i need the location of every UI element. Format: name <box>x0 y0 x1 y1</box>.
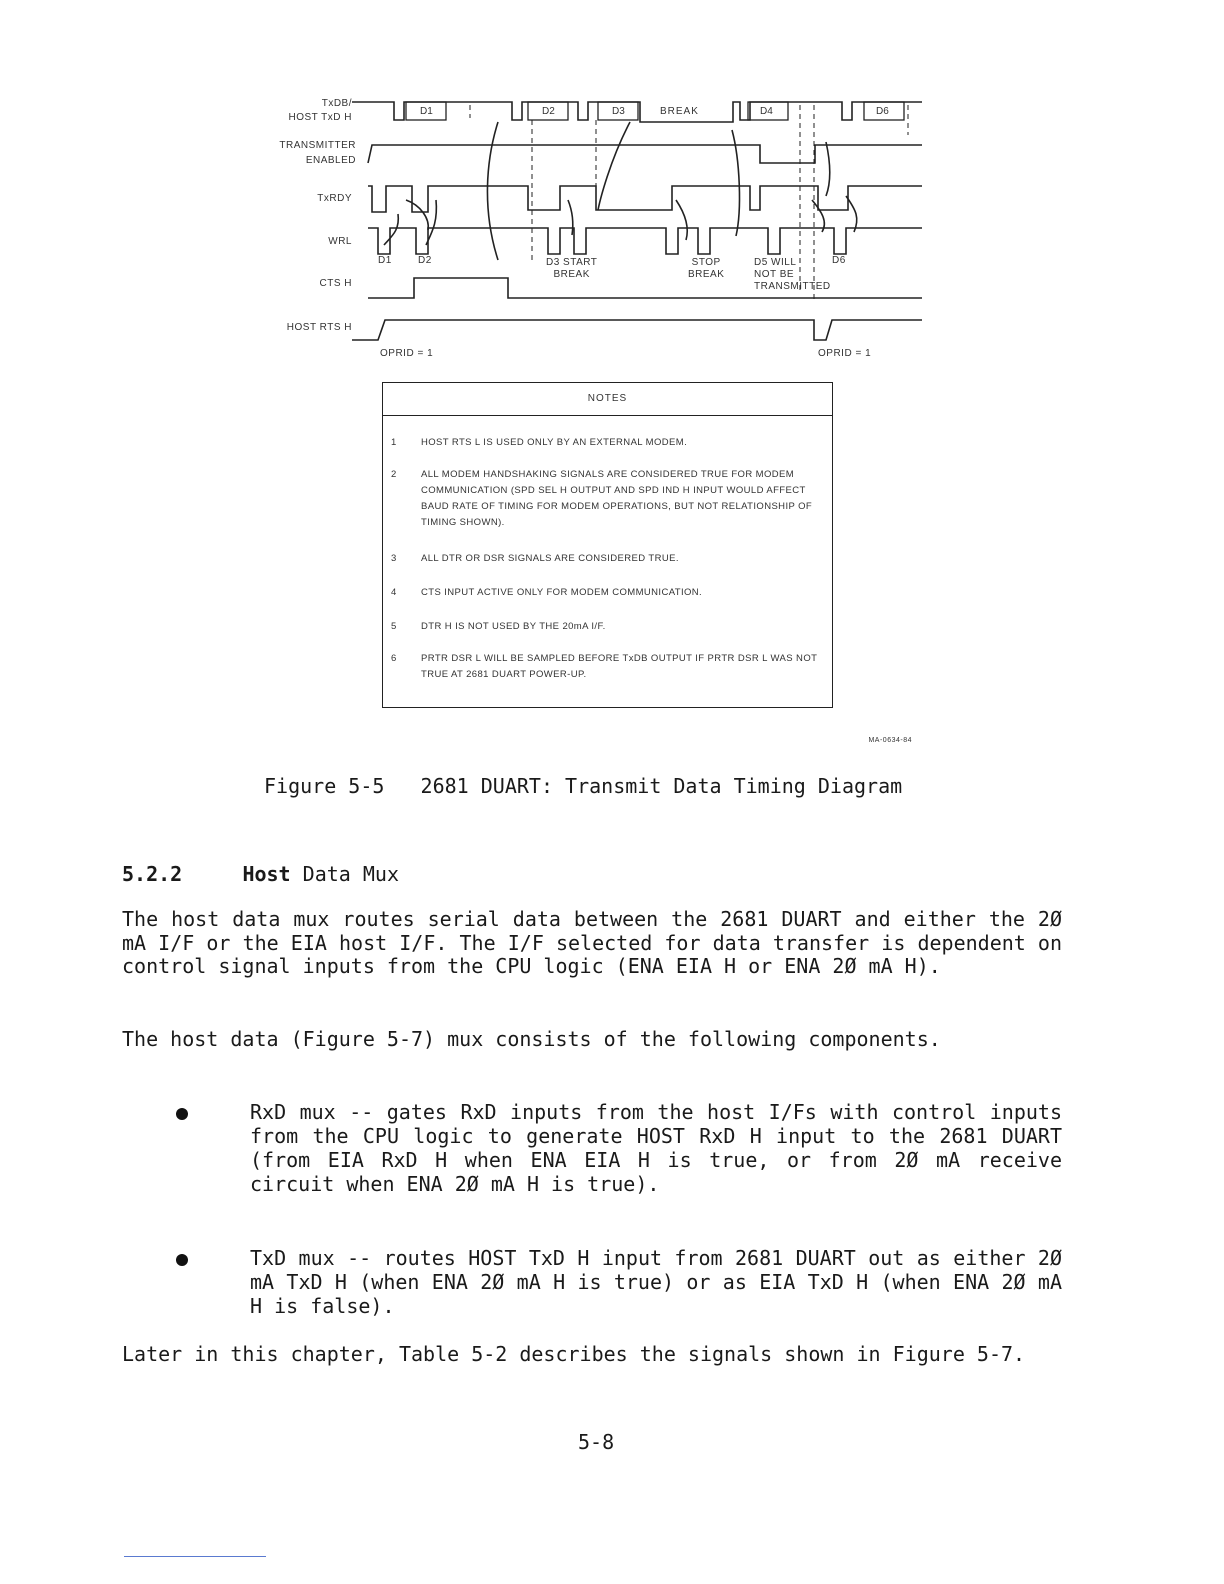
data-box-d2: D2 <box>542 106 555 117</box>
bullet-item: RxD mux -- gates RxD inputs from the host I/Fs with control inputs from the CPU logic to generate HOST RxD H input to the 2681 DUART (from EIA RxD H when ENA EIA H is true, or from 2Ø mA receive circuit when ENA 2Ø mA H is true). <box>250 1100 1062 1196</box>
figure-code: MA-0634-84 <box>868 737 912 744</box>
note-number: 4 <box>391 587 397 598</box>
notes-box <box>382 382 833 708</box>
note-text: ALL DTR OR DSR SIGNALS ARE CONSIDERED TRUE. <box>421 553 679 564</box>
section-title-rest: Data Mux <box>290 862 399 886</box>
note-number: 5 <box>391 621 397 632</box>
footer-rule <box>124 1556 266 1557</box>
label-host-rts: HOST RTS H <box>286 322 352 333</box>
write-label-d6: D6 <box>832 255 846 266</box>
note-text: DTR H IS NOT USED BY THE 20mA I/F. <box>421 621 606 632</box>
data-box-d4: D4 <box>760 106 773 117</box>
bullet-item: TxD mux -- routes HOST TxD H input from 2681 DUART out as either 2Ø mA TxD H (when ENA 2Ø mA H is true) or as EIA TxD H (when ENA 2Ø mA H is false). <box>250 1246 1062 1318</box>
label-enabled: ENABLED <box>305 155 356 166</box>
label-cts: CTS H <box>319 278 352 289</box>
label-txdb: TxDB/ <box>321 98 352 109</box>
annotation-d3-start-break: D3 START BREAK <box>546 257 598 280</box>
label-txrdy: TxRDY <box>317 193 352 204</box>
paragraph: The host data mux routes serial data between the 2681 DUART and either the 2Ø mA I/F or the EIA host I/F. The I/F selected for data transfer is dependent on control signal inputs from the CPU logic (ENA EIA H or ENA 2Ø mA H). <box>122 907 1062 978</box>
page-number: 5-8 <box>578 1430 615 1454</box>
write-label-d1: D1 <box>378 255 392 266</box>
section-heading <box>122 862 399 886</box>
label-transmitter: TRANSMITTER <box>279 140 356 151</box>
annotation-d5-not-transmitted: D5 WILL NOT BE TRANSMITTED <box>754 257 831 292</box>
waveform-wrl <box>368 228 922 254</box>
bullet-icon <box>176 1254 188 1266</box>
data-box-d1: D1 <box>420 106 433 117</box>
figure-caption: Figure 5-5 2681 DUART: Transmit Data Timing Diagram <box>264 774 903 798</box>
annotation-stop-break: STOP BREAK <box>688 257 725 280</box>
waveform-cts <box>368 278 922 298</box>
paragraph: The host data (Figure 5-7) mux consists of the following components. <box>122 1027 941 1051</box>
waveform-txrdy <box>368 186 922 212</box>
waveform-host-rts <box>352 320 922 340</box>
break-label: BREAK <box>660 106 699 117</box>
note-number: 3 <box>391 553 397 564</box>
annotation-oprid-left: OPRID = 1 <box>380 348 434 359</box>
label-host-txd: HOST TxD H <box>288 112 352 123</box>
note-text: CTS INPUT ACTIVE ONLY FOR MODEM COMMUNICATION. <box>421 587 703 598</box>
note-number: 2 <box>391 469 397 480</box>
notes-title: NOTES <box>383 383 832 416</box>
data-box-d3: D3 <box>612 106 625 117</box>
section-title-bold: Host <box>242 862 291 886</box>
data-box-d6: D6 <box>876 106 889 117</box>
note-text: HOST RTS L IS USED ONLY BY AN EXTERNAL MODEM. <box>421 437 688 448</box>
annotation-oprid-right: OPRID = 1 <box>818 348 872 359</box>
note-text: ALL MODEM HANDSHAKING SIGNALS ARE CONSIDERED TRUE FOR MODEM COMMUNICATION (SPD SEL H OUTPUT AND SPD IND H INPUT WOULD AFFECT BAUD RATE OF TIMING FOR MODEM OPERATIONS, BUT NOT RELATIONSHIP OF TIMING SHOWN). <box>421 469 813 528</box>
note-number: 6 <box>391 653 397 664</box>
bullet-icon <box>176 1108 188 1120</box>
label-wrl: WRL <box>328 236 352 247</box>
section-number: 5.2.2 <box>122 862 183 886</box>
waveform-host-txd <box>352 102 922 122</box>
note-number: 1 <box>391 437 397 448</box>
waveform-transmitter-enabled <box>368 145 922 163</box>
note-text: PRTR DSR L WILL BE SAMPLED BEFORE TxDB OUTPUT IF PRTR DSR L WAS NOT TRUE AT 2681 DUART POWER-UP. <box>421 653 818 680</box>
write-label-d2: D2 <box>418 255 432 266</box>
closing-paragraph: Later in this chapter, Table 5-2 describes the signals shown in Figure 5-7. <box>122 1342 1026 1366</box>
